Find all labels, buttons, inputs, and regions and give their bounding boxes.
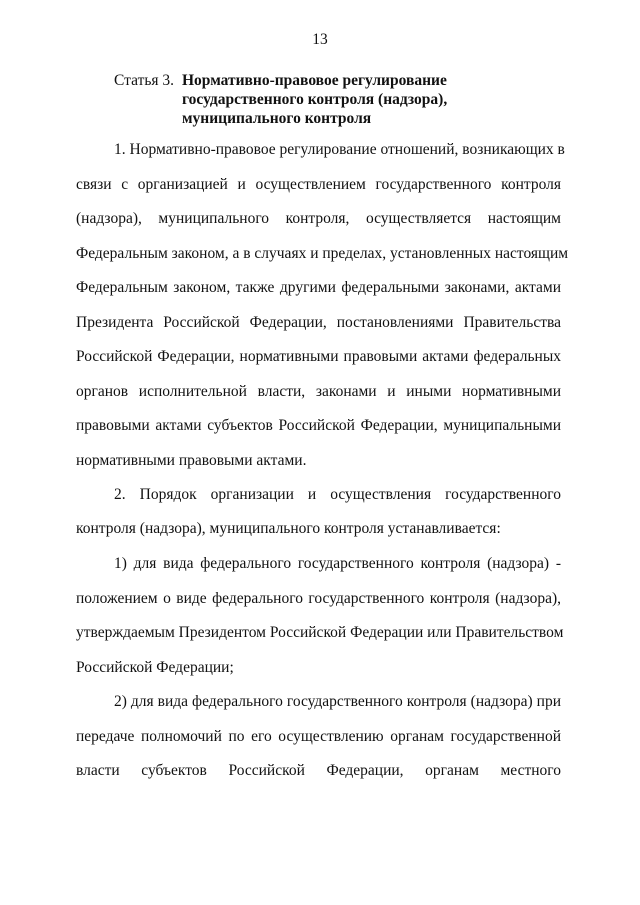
article-title-line: государственного контроля (надзора),: [182, 91, 448, 108]
text-line: Российской Федерации;: [76, 659, 234, 676]
text-line: Федеральным законом, также другими федеральными законами, актами: [76, 279, 561, 296]
text-line: нормативными правовыми актами.: [76, 452, 307, 469]
text-line: утверждаемым Президентом Российской Федерации или Правительством: [76, 624, 564, 641]
text-line: передаче полномочий по его осуществлению органам государственной: [76, 728, 561, 745]
text-line: контроля (надзора), муниципального контроля устанавливается:: [76, 520, 501, 537]
text-line: правовыми актами субъектов Российской Федерации, муниципальными: [76, 417, 561, 434]
text-line: Российской Федерации, нормативными правовыми актами федеральных: [76, 348, 561, 365]
text-line: Федеральным законом, а в случаях и пределах, установленных настоящим: [76, 245, 569, 262]
text-line: положением о виде федерального государственного контроля (надзора),: [76, 590, 561, 607]
article-title-line: Нормативно-правовое регулирование: [182, 72, 447, 89]
text-line: 2. Порядок организации и осуществления государственного: [114, 486, 561, 503]
article-title-line: муниципального контроля: [182, 110, 372, 127]
text-line: 2) для вида федерального государственного контроля (надзора) при: [114, 693, 561, 710]
article-number: Статья 3.: [114, 72, 175, 89]
text-line: 1) для вида федерального государственного контроля (надзора) -: [114, 555, 561, 572]
text-line: Президента Российской Федерации, постановлениями Правительства: [76, 314, 561, 331]
text-line: (надзора), муниципального контроля, осуществляется настоящим: [76, 210, 561, 227]
text-line: власти субъектов Российской Федерации, органам местного: [76, 762, 561, 779]
text-line: 1. Нормативно-правовое регулирование отношений, возникающих в: [114, 141, 565, 158]
text-line: органов исполнительной власти, законами и иными нормативными: [76, 383, 561, 400]
page-number: 13: [312, 31, 328, 48]
text-line: связи с организацией и осуществлением государственного контроля: [76, 176, 561, 193]
